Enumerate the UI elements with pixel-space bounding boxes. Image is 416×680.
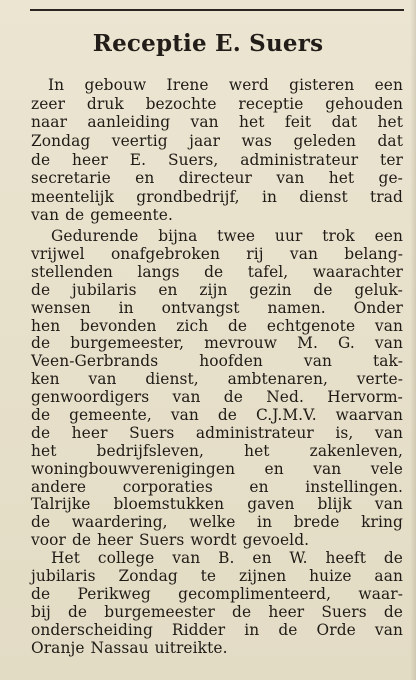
paragraph-2 bbox=[31, 228, 403, 550]
text-line: de heer Suers administrateur is, van bbox=[31, 423, 403, 442]
text-line: zeer druk bezochte receptie gehouden bbox=[31, 94, 403, 113]
headline: Receptie E. Suers bbox=[92, 30, 324, 57]
text-line: In gebouw Irene werd gisteren een bbox=[48, 76, 403, 94]
text-line: de waardering, welke in brede kring bbox=[31, 513, 403, 532]
text-line: Oranje Nassau uitreikte. bbox=[31, 638, 228, 657]
text-line: secretarie en directeur van het ge- bbox=[31, 169, 403, 188]
text-line: bij de burgemeester de heer Suers de bbox=[31, 602, 403, 621]
text-line: woningbouwverenigingen en van vele bbox=[31, 459, 403, 478]
text-line: naar aanleiding van het feit dat het bbox=[31, 113, 403, 132]
article-body bbox=[31, 76, 403, 658]
text-line: hen bevonden zich de echtgenote van bbox=[31, 316, 403, 335]
text-line: de Perikweg gecomplimenteerd, waar- bbox=[31, 584, 403, 603]
text-line: ken van dienst, ambtenaren, verte- bbox=[31, 370, 403, 389]
text-line: de gemeente, van de C.J.M.V. waarvan bbox=[31, 406, 403, 425]
text-line: het bedrijfsleven, het zakenleven, bbox=[31, 441, 403, 460]
paragraph-3 bbox=[31, 550, 403, 657]
text-line: Het college van B. en W. heeft de bbox=[51, 549, 403, 568]
text-line: onderscheiding Ridder in de Orde van bbox=[31, 620, 403, 639]
text-line: meentelijk grondbedrijf, in dienst trad bbox=[31, 187, 403, 206]
text-line: van de gemeente. bbox=[31, 206, 173, 225]
text-line: Zondag veertig jaar was geleden dat bbox=[31, 131, 403, 150]
paragraph-1 bbox=[31, 76, 403, 225]
text-line: stellenden langs de tafel, waarachter bbox=[31, 262, 403, 281]
text-line: voor de heer Suers wordt gevoeld. bbox=[31, 531, 310, 550]
text-line: andere corporaties en instellingen. bbox=[31, 477, 403, 496]
page-edge-shadow bbox=[410, 0, 416, 680]
text-line: vrijwel onafgebroken rij van belang- bbox=[31, 245, 403, 264]
text-line: jubilaris Zondag te zijnen huize aan bbox=[31, 567, 403, 586]
text-line: wensen in ontvangst namen. Onder bbox=[31, 298, 403, 317]
text-line: de jubilaris en zijn gezin de geluk- bbox=[31, 280, 403, 299]
text-line: Gedurende bijna twee uur trok een bbox=[51, 227, 403, 246]
text-line: genwoordigers van de Ned. Hervorm- bbox=[31, 388, 403, 407]
text-line: Veen-Gerbrands hoofden van tak- bbox=[31, 352, 403, 371]
text-line: Talrijke bloemstukken gaven blijk van bbox=[31, 495, 403, 514]
text-line: de burgemeester, mevrouw M. G. van bbox=[31, 334, 403, 353]
top-rule bbox=[30, 9, 404, 11]
text-line: de heer E. Suers, administrateur ter bbox=[31, 150, 403, 169]
